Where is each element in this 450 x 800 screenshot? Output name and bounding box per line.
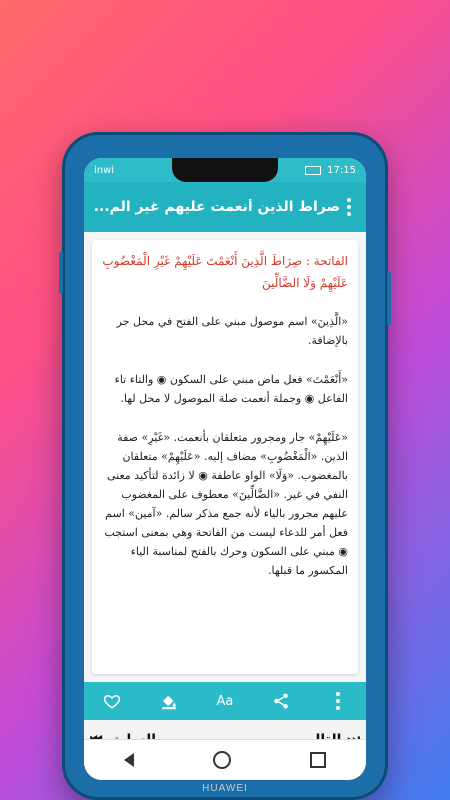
paragraph-3: «عَلَيْهِمْ» جار ومجرور متعلقان بأنعمت. «غَيْرِ» صفة الذين. «الْمَغْضُوبِ» مضاف إليه. «عَلَيْهِمْ» متعلقان بالمغضوب. «وَلَا» الواو عاطفة ◉ لا زائدة لتأكيد معنى النفي في غير. «الضَّالِّينَ» معطوف على المغضوب عليهم مجرور بالياء لأنه جمع مذكر سالم. «آمين» اسم فعل أمر للدعاء ليست من الفاتحة وهي بمعنى استجب ◉ مبني على السكون وحرك بالفتح لمناسبة الياء المكسور ما قبلها. bbox=[104, 431, 348, 577]
phone-frame bbox=[62, 132, 388, 800]
paragraph-1: «الَّذِينَ» اسم موصول مبني على الفتح في محل جر بالإضافة. bbox=[116, 315, 348, 347]
time-text: 17:15 bbox=[327, 164, 356, 176]
font-size-label: Aa bbox=[216, 693, 234, 709]
phone-screen bbox=[84, 158, 366, 780]
power-button bbox=[387, 272, 391, 326]
more-kebab-icon[interactable] bbox=[324, 687, 352, 715]
brand-logo: HUAWEI bbox=[202, 783, 248, 794]
recents-icon[interactable] bbox=[310, 752, 326, 768]
share-icon[interactable] bbox=[267, 687, 295, 715]
content-area bbox=[84, 232, 366, 682]
camera-notch bbox=[172, 158, 278, 182]
verse-text: الفاتحة : صِرَاطَ الَّذِينَ أَنْعَمْتَ عَلَيْهِمْ غَيْرِ الْمَغْضُوبِ عَلَيْهِمْ وَلَا الضَّالِّينَ bbox=[102, 254, 348, 290]
page-title: صراط الذين أنعمت عليهم غير الم... bbox=[93, 199, 340, 215]
volume-button bbox=[59, 252, 63, 294]
paragraph-2: «أَنْعَمْتَ» فعل ماض مبني على السكون ◉ والتاء تاء الفاعل ◉ وجملة أنعمت صلة الموصول لا محل لها. bbox=[114, 373, 348, 405]
text-card bbox=[92, 240, 358, 674]
carrier-text: inwi bbox=[94, 164, 115, 176]
heart-icon[interactable] bbox=[98, 687, 126, 715]
paint-bucket-icon[interactable] bbox=[155, 687, 183, 715]
back-icon[interactable] bbox=[124, 753, 134, 767]
system-nav-bar bbox=[84, 739, 366, 780]
font-size-button[interactable] bbox=[211, 687, 239, 715]
app-bar bbox=[84, 182, 366, 232]
home-icon[interactable] bbox=[213, 751, 231, 769]
menu-kebab-icon[interactable] bbox=[340, 198, 358, 216]
battery-icon bbox=[305, 166, 321, 175]
action-toolbar bbox=[84, 682, 366, 720]
status-icons bbox=[305, 165, 356, 176]
